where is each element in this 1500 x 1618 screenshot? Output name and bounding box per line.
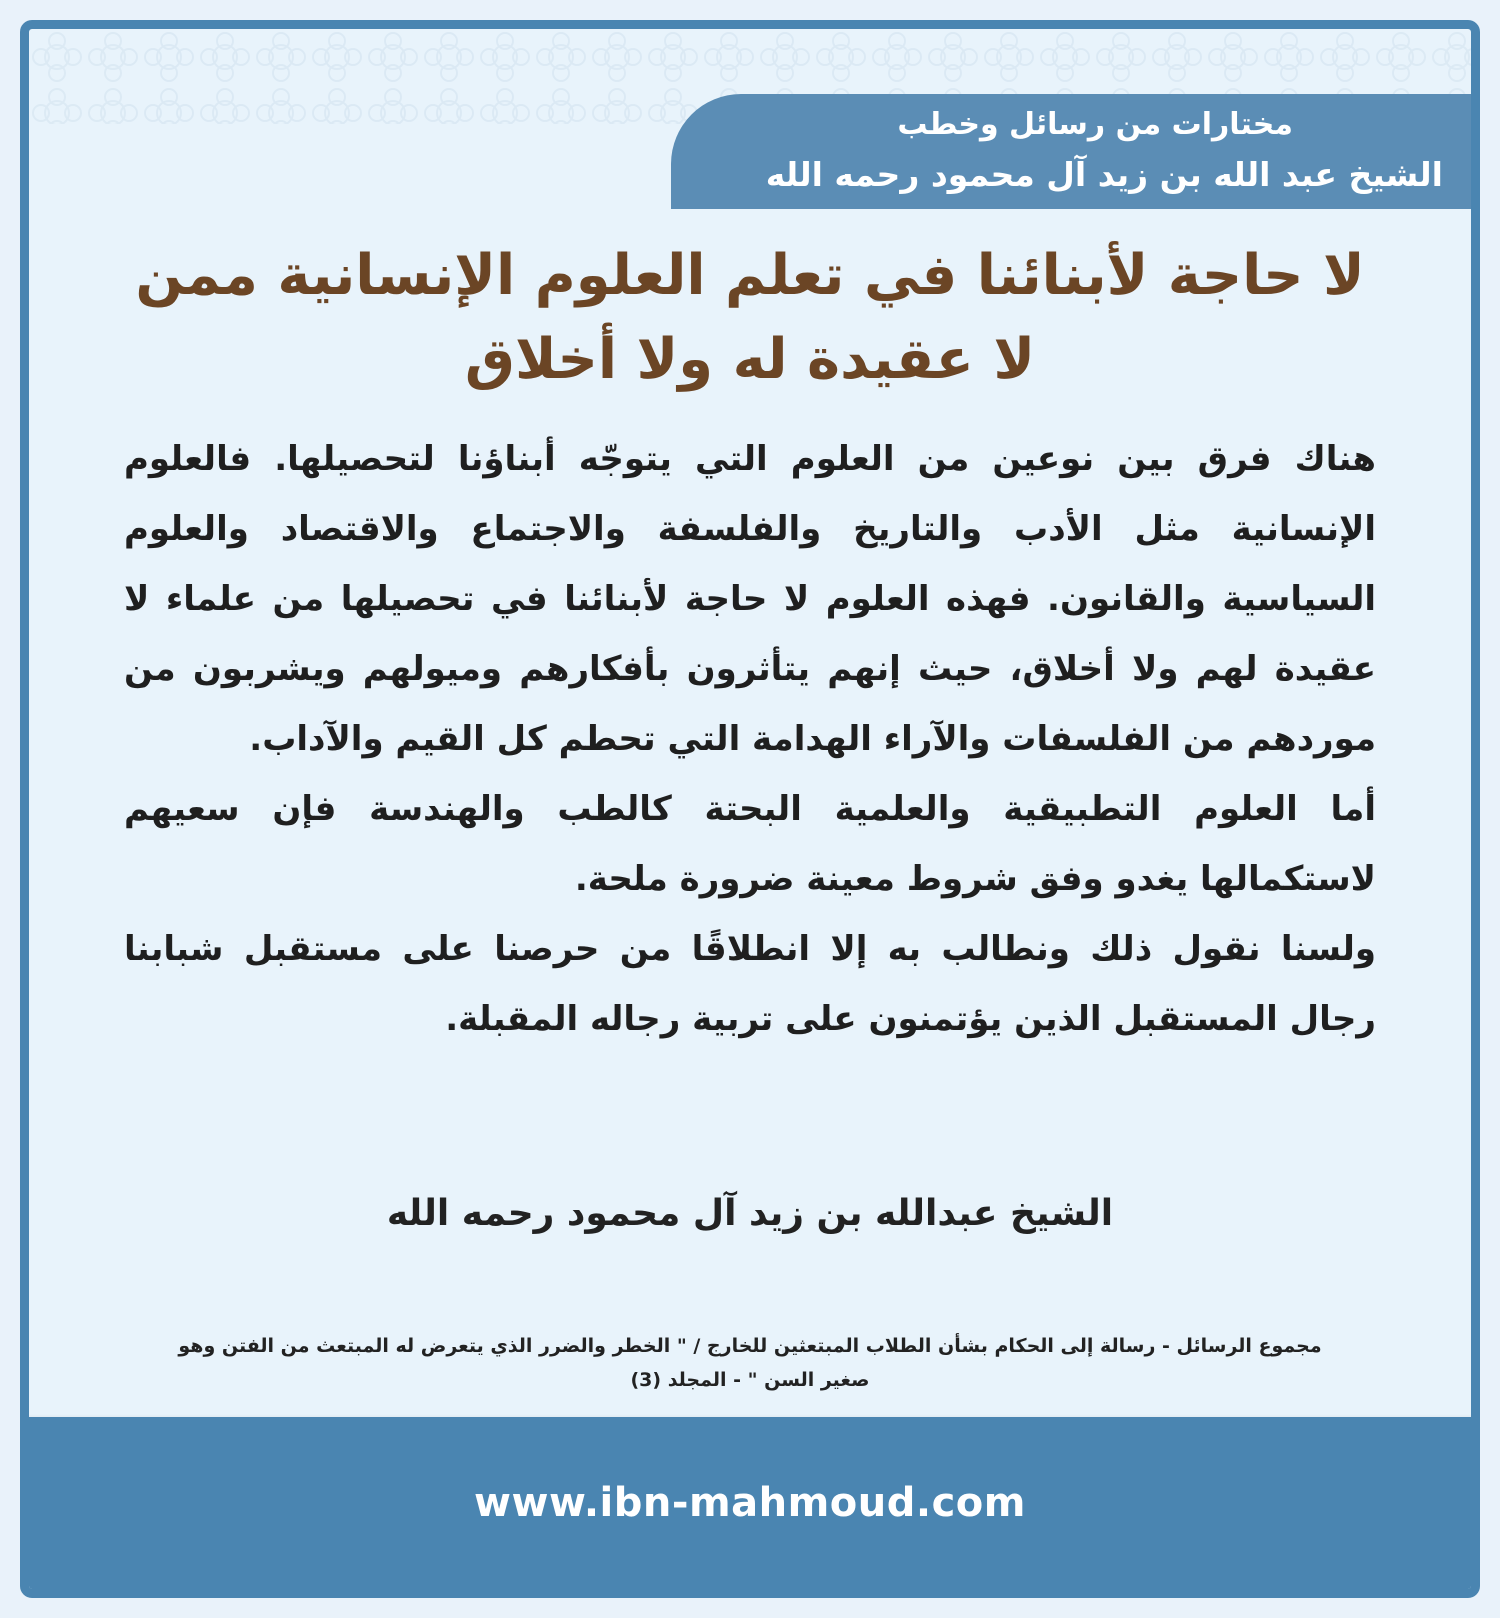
title-line-2: لا عقيدة له ولا أخلاق [464, 327, 1036, 392]
body-paragraph-1: هناك فرق بين نوعين من العلوم التي يتوجّه أبناؤنا لتحصيلها. فالعلوم الإنسانية مثل الأدب والتاريخ والفلسفة والاجتماع والاقتصاد والعلوم السياسية والقانون. فهذه العلوم لا حاجة لأبنائنا في تحصيلها من علماء لا عقيدة لهم ولا أخلاق، حيث إنهم يتأثرون بأفكارهم وميولهم ويشربون من موردهم من الفلسفات والآراء الهدامة التي تحطم كل القيم والآداب. [124, 439, 1376, 759]
article-body [124, 424, 1376, 1054]
body-paragraph-2: أما العلوم التطبيقية والعلمية البحتة كالطب والهندسة فإن سعيهم لاستكمالها يغدو وفق شروط معينة ضرورة ملحة. [124, 789, 1376, 899]
header-banner [671, 94, 1471, 209]
title-line-1: لا حاجة لأبنائنا في تعلم العلوم الإنسانية ممن [135, 243, 1365, 308]
header-subtitle: مختارات من رسائل وخطب [897, 107, 1293, 142]
author-signature: الشيخ عبدالله بن زيد آل محمود رحمه الله [386, 1193, 1114, 1234]
header-author: الشيخ عبد الله بن زيد آل محمود رحمه الله [765, 155, 1443, 194]
body-paragraph-3: ولسنا نقول ذلك ونطالب به إلا انطلاقًا من حرصنا على مستقبل شبابنا رجال المستقبل الذين يؤتمنون على تربية رجاله المقبلة. [124, 929, 1376, 1039]
source-citation [124, 1329, 1376, 1397]
card-frame [20, 20, 1480, 1598]
footer-bar [29, 1417, 1471, 1589]
source-line-1: مجموع الرسائل - رسالة إلى الحكام بشأن الطلاب المبتعثين للخارج / " الخطر والضرر الذي يتعرض له المبتعث من الفتن وهو [178, 1335, 1322, 1357]
website-link[interactable]: www.ibn-mahmoud.com [474, 1480, 1026, 1526]
source-line-2: صغير السن " - المجلد (3) [630, 1369, 870, 1391]
article-title [99, 234, 1401, 402]
